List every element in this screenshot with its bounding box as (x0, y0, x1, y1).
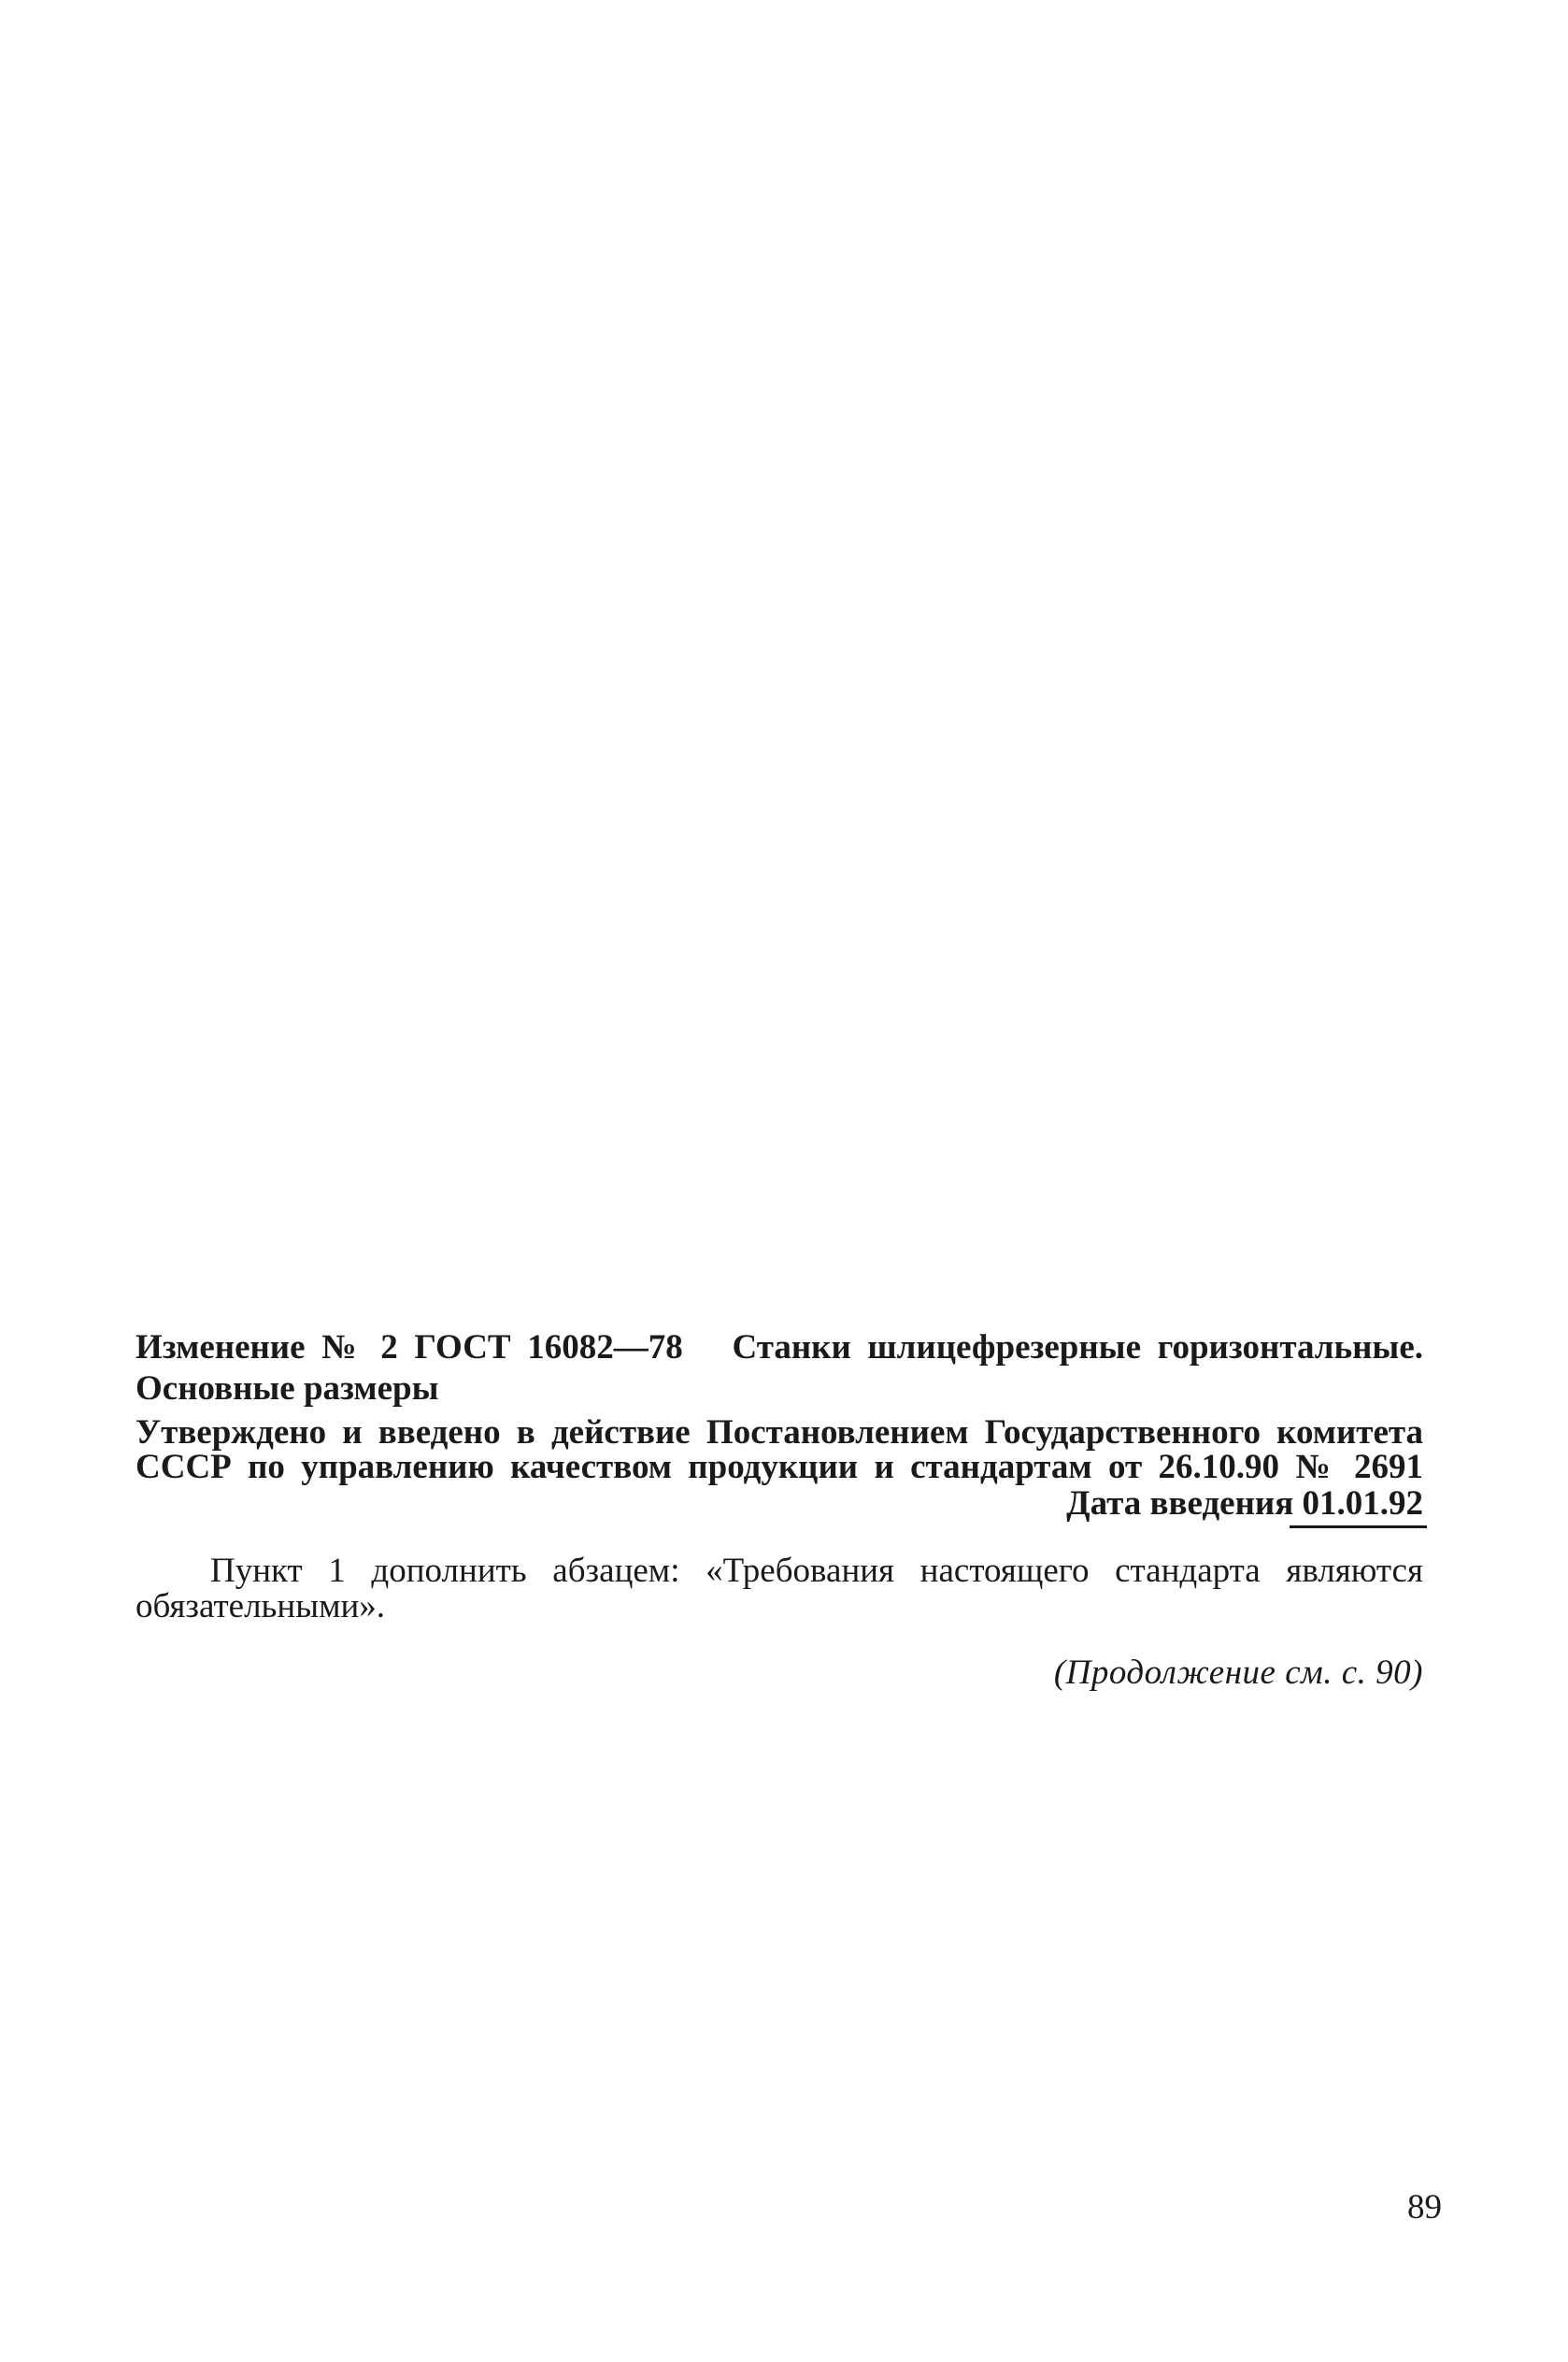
effective-date-value (1303, 1484, 1424, 1523)
amendment-number: Изменение № 2 ГОСТ 16082—78 (135, 1328, 683, 1367)
standard-name: Станки шлицефрезерные горизонтальные. Основные размеры (135, 1328, 1423, 1408)
amendment-title (135, 1327, 1423, 1410)
page-number: 89 (1407, 2188, 1442, 2226)
effective-date-line (135, 1486, 1423, 1521)
effective-date-label: Дата введения (1066, 1484, 1294, 1523)
approval-section (135, 1415, 1423, 1521)
approval-line-2: СССР по управлению качеством продукции и стандартам от 26.10.90 № 2691 (135, 1448, 1423, 1486)
amendment-body-paragraph: Пункт 1 дополнить абзацем: «Требования настоящего стандарта являются обязательными». (135, 1552, 1423, 1625)
continuation-note: (Продолжение см. с. 90) (1053, 1653, 1423, 1692)
date-underline (1290, 1525, 1428, 1528)
approval-line-1: Утверждено и введено в действие Постановлением Государственного комитета (135, 1413, 1423, 1452)
effective-date-text: 01.01.92 (1302, 1484, 1423, 1523)
